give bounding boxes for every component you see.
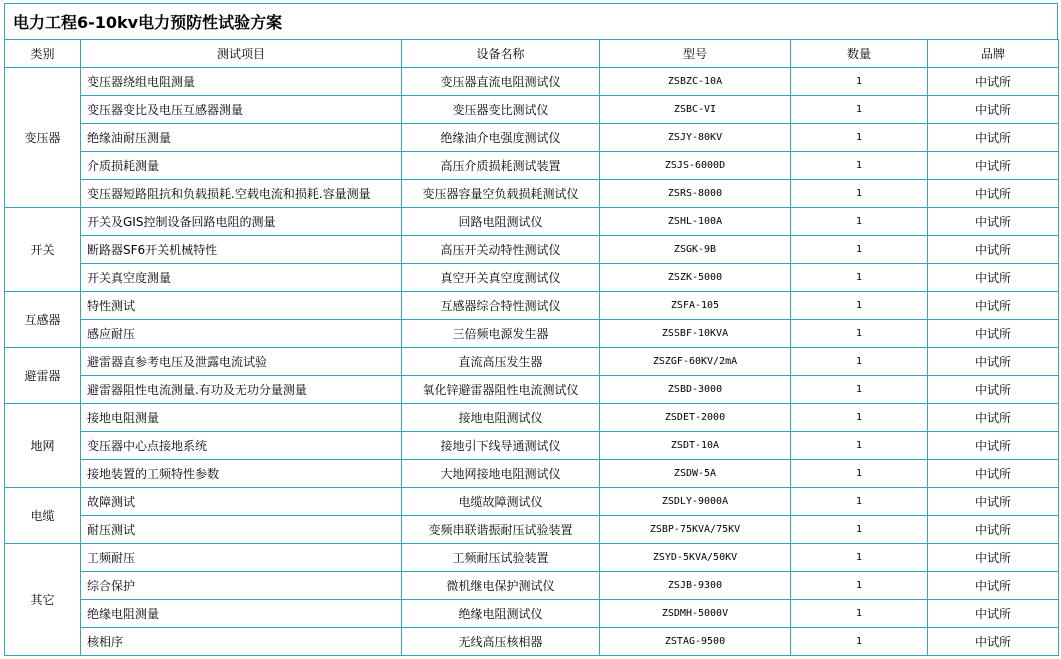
category-cell: 地网 (5, 404, 81, 488)
qty-cell: 1 (791, 460, 928, 488)
brand-cell: 中试所 (928, 264, 1059, 292)
device-cell: 互感器综合特性测试仪 (402, 292, 600, 320)
device-cell: 变频串联谐振耐压试验装置 (402, 516, 600, 544)
qty-cell: 1 (791, 488, 928, 516)
model-cell: ZSDMH-5000V (600, 600, 791, 628)
qty-cell: 1 (791, 96, 928, 124)
table-row (5, 180, 1059, 208)
qty-cell: 1 (791, 516, 928, 544)
model-cell: ZSBZC-10A (600, 68, 791, 96)
model-cell: ZSZK-5000 (600, 264, 791, 292)
device-cell: 高压介质损耗测试装置 (402, 152, 600, 180)
table-row (5, 96, 1059, 124)
category-cell: 其它 (5, 544, 81, 656)
model-cell: ZSDET-2000 (600, 404, 791, 432)
brand-cell: 中试所 (928, 96, 1059, 124)
brand-cell: 中试所 (928, 236, 1059, 264)
qty-cell: 1 (791, 320, 928, 348)
model-cell: ZSSBF-10KVA (600, 320, 791, 348)
brand-cell: 中试所 (928, 488, 1059, 516)
qty-cell: 1 (791, 180, 928, 208)
title-bar (4, 3, 1058, 39)
qty-cell: 1 (791, 432, 928, 460)
brand-cell: 中试所 (928, 376, 1059, 404)
brand-cell: 中试所 (928, 432, 1059, 460)
qty-cell: 1 (791, 600, 928, 628)
model-cell: ZSBC-VI (600, 96, 791, 124)
model-cell: ZSTAG-9500 (600, 628, 791, 656)
brand-cell: 中试所 (928, 292, 1059, 320)
table-row (5, 236, 1059, 264)
model-cell: ZSHL-100A (600, 208, 791, 236)
table-body (5, 68, 1059, 656)
brand-cell: 中试所 (928, 628, 1059, 656)
qty-cell: 1 (791, 208, 928, 236)
item-cell: 介质损耗测量 (81, 152, 402, 180)
item-cell: 开关真空度测量 (81, 264, 402, 292)
brand-cell: 中试所 (928, 600, 1059, 628)
item-cell: 绝缘油耐压测量 (81, 124, 402, 152)
item-cell: 变压器短路阻抗和负载损耗.空载电流和损耗.容量测量 (81, 180, 402, 208)
item-cell: 感应耐压 (81, 320, 402, 348)
category-cell: 电缆 (5, 488, 81, 544)
item-cell: 变压器中心点接地系统 (81, 432, 402, 460)
qty-cell: 1 (791, 68, 928, 96)
qty-cell: 1 (791, 236, 928, 264)
brand-cell: 中试所 (928, 152, 1059, 180)
item-cell: 故障测试 (81, 488, 402, 516)
table-row (5, 208, 1059, 236)
device-cell: 工频耐压试验装置 (402, 544, 600, 572)
device-cell: 绝缘电阻测试仪 (402, 600, 600, 628)
device-cell: 变压器变比测试仪 (402, 96, 600, 124)
header-brand: 品牌 (928, 40, 1059, 68)
brand-cell: 中试所 (928, 460, 1059, 488)
model-cell: ZSYD-5KVA/50KV (600, 544, 791, 572)
brand-cell: 中试所 (928, 572, 1059, 600)
header-qty: 数量 (791, 40, 928, 68)
model-cell: ZSBP-75KVA/75KV (600, 516, 791, 544)
item-cell: 断路器SF6开关机械特性 (81, 236, 402, 264)
device-cell: 接地引下线导通测试仪 (402, 432, 600, 460)
item-cell: 避雷器直参考电压及泄露电流试验 (81, 348, 402, 376)
qty-cell: 1 (791, 544, 928, 572)
device-cell: 变压器直流电阻测试仪 (402, 68, 600, 96)
device-cell: 高压开关动特性测试仪 (402, 236, 600, 264)
page-title: 电力工程6-10kv电力预防性试验方案 (13, 13, 283, 32)
brand-cell: 中试所 (928, 320, 1059, 348)
table-row (5, 432, 1059, 460)
table-row (5, 488, 1059, 516)
table-row (5, 572, 1059, 600)
item-cell: 综合保护 (81, 572, 402, 600)
model-cell: ZSGK-9B (600, 236, 791, 264)
table-row (5, 152, 1059, 180)
table-row (5, 124, 1059, 152)
device-cell: 大地网接地电阻测试仪 (402, 460, 600, 488)
device-cell: 回路电阻测试仪 (402, 208, 600, 236)
qty-cell: 1 (791, 404, 928, 432)
table-row (5, 628, 1059, 656)
device-cell: 无线高压核相器 (402, 628, 600, 656)
model-cell: ZSZGF-60KV/2mA (600, 348, 791, 376)
item-cell: 工频耐压 (81, 544, 402, 572)
table-row (5, 376, 1059, 404)
brand-cell: 中试所 (928, 516, 1059, 544)
brand-cell: 中试所 (928, 404, 1059, 432)
header-device: 设备名称 (402, 40, 600, 68)
item-cell: 接地装置的工频特性参数 (81, 460, 402, 488)
item-cell: 变压器绕组电阻测量 (81, 68, 402, 96)
table-row (5, 348, 1059, 376)
test-plan-table (4, 39, 1059, 656)
item-cell: 变压器变比及电压互感器测量 (81, 96, 402, 124)
item-cell: 避雷器阻性电流测量.有功及无功分量测量 (81, 376, 402, 404)
qty-cell: 1 (791, 264, 928, 292)
qty-cell: 1 (791, 348, 928, 376)
category-cell: 互感器 (5, 292, 81, 348)
table-row (5, 264, 1059, 292)
model-cell: ZSBD-3000 (600, 376, 791, 404)
brand-cell: 中试所 (928, 544, 1059, 572)
category-cell: 变压器 (5, 68, 81, 208)
model-cell: ZSDW-5A (600, 460, 791, 488)
device-cell: 真空开关真空度测试仪 (402, 264, 600, 292)
qty-cell: 1 (791, 292, 928, 320)
table-row (5, 544, 1059, 572)
device-cell: 接地电阻测试仪 (402, 404, 600, 432)
device-cell: 电缆故障测试仪 (402, 488, 600, 516)
table-row (5, 68, 1059, 96)
table-row (5, 404, 1059, 432)
table-row (5, 292, 1059, 320)
brand-cell: 中试所 (928, 208, 1059, 236)
brand-cell: 中试所 (928, 180, 1059, 208)
device-cell: 微机继电保护测试仪 (402, 572, 600, 600)
model-cell: ZSDLY-9000A (600, 488, 791, 516)
model-cell: ZSFA-105 (600, 292, 791, 320)
model-cell: ZSJS-6000D (600, 152, 791, 180)
category-cell: 开关 (5, 208, 81, 292)
device-cell: 变压器容量空负载损耗测试仪 (402, 180, 600, 208)
item-cell: 绝缘电阻测量 (81, 600, 402, 628)
header-item: 测试项目 (81, 40, 402, 68)
device-cell: 三倍频电源发生器 (402, 320, 600, 348)
qty-cell: 1 (791, 152, 928, 180)
table-row (5, 320, 1059, 348)
brand-cell: 中试所 (928, 348, 1059, 376)
table-row (5, 460, 1059, 488)
header-row (5, 40, 1059, 68)
category-cell: 避雷器 (5, 348, 81, 404)
qty-cell: 1 (791, 628, 928, 656)
table-row (5, 516, 1059, 544)
model-cell: ZSJY-80KV (600, 124, 791, 152)
qty-cell: 1 (791, 376, 928, 404)
item-cell: 核相序 (81, 628, 402, 656)
model-cell: ZSRS-8000 (600, 180, 791, 208)
table-row (5, 600, 1059, 628)
device-cell: 氧化锌避雷器阻性电流测试仪 (402, 376, 600, 404)
brand-cell: 中试所 (928, 124, 1059, 152)
item-cell: 特性测试 (81, 292, 402, 320)
header-category: 类别 (5, 40, 81, 68)
header-model: 型号 (600, 40, 791, 68)
item-cell: 接地电阻测量 (81, 404, 402, 432)
item-cell: 耐压测试 (81, 516, 402, 544)
model-cell: ZSJB-9300 (600, 572, 791, 600)
item-cell: 开关及GIS控制设备回路电阻的测量 (81, 208, 402, 236)
device-cell: 直流高压发生器 (402, 348, 600, 376)
device-cell: 绝缘油介电强度测试仪 (402, 124, 600, 152)
model-cell: ZSDT-10A (600, 432, 791, 460)
qty-cell: 1 (791, 124, 928, 152)
qty-cell: 1 (791, 572, 928, 600)
brand-cell: 中试所 (928, 68, 1059, 96)
